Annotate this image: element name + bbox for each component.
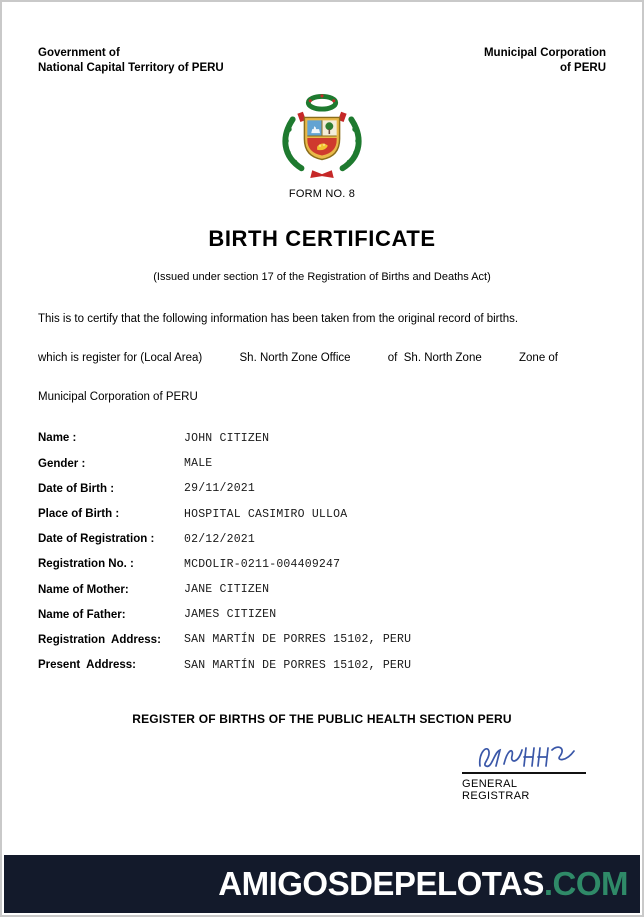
field-row-name bbox=[38, 426, 606, 451]
field-row-date-of-registration bbox=[38, 527, 606, 552]
certification-statement: This is to certify that the following information has been taken from the original record of births. bbox=[38, 312, 519, 325]
field-label: Present Address: bbox=[38, 659, 136, 672]
field-row-father-name bbox=[38, 602, 606, 627]
emblem-section bbox=[2, 92, 642, 200]
registrar-signature-icon bbox=[474, 740, 584, 774]
field-label: Registration No. : bbox=[38, 558, 134, 571]
field-label: Date of Registration : bbox=[38, 533, 155, 546]
field-row-registration-no bbox=[38, 552, 606, 577]
register-line-part3: of Sh. North Zone bbox=[387, 351, 482, 364]
signature-block bbox=[462, 740, 586, 802]
field-value: MALE bbox=[184, 457, 213, 471]
register-area-line bbox=[38, 352, 606, 364]
issuing-government-block bbox=[38, 46, 224, 76]
municipal-line-1: Municipal Corporation bbox=[483, 47, 606, 59]
fields-table bbox=[38, 426, 606, 678]
site-brand: AMIGOSDEPELOTAS bbox=[218, 865, 544, 902]
field-label: Registration Address: bbox=[38, 633, 161, 646]
form-number: FORM NO. 8 bbox=[288, 187, 356, 200]
field-row-registration-address bbox=[38, 627, 606, 652]
field-label: Place of Birth : bbox=[38, 508, 120, 521]
field-label: Name of Mother: bbox=[38, 583, 129, 596]
document-subtitle: (Issued under section 17 of the Registration of Births and Deaths Act) bbox=[153, 270, 491, 283]
field-value: JAMES CITIZEN bbox=[184, 608, 277, 622]
field-label: Name : bbox=[38, 432, 77, 445]
field-value: HOSPITAL CASIMIRO ULLOA bbox=[184, 507, 348, 521]
field-value: SAN MARTÍN DE PORRES 15102, PERU bbox=[184, 633, 412, 647]
field-value: JOHN CITIZEN bbox=[184, 431, 270, 445]
register-of-births-heading: REGISTER OF BIRTHS OF THE PUBLIC HEALTH SECTION PERU bbox=[132, 711, 512, 726]
register-line-part4: Zone of bbox=[519, 351, 558, 364]
field-row-place-of-birth bbox=[38, 501, 606, 526]
field-value: 29/11/2021 bbox=[184, 482, 256, 496]
field-value: MCDOLIR-0211-004409247 bbox=[184, 557, 341, 571]
peru-coat-of-arms-icon bbox=[274, 92, 370, 180]
site-brand-suffix: .COM bbox=[543, 865, 628, 902]
registrar-label: GENERAL REGISTRAR bbox=[462, 778, 530, 802]
field-label: Date of Birth : bbox=[38, 482, 115, 495]
field-row-present-address bbox=[38, 653, 606, 678]
municipal-line-2: of PERU bbox=[560, 61, 606, 74]
document-title: BIRTH CERTIFICATE bbox=[208, 225, 436, 251]
register-line-part2: Sh. North Zone Office bbox=[239, 351, 351, 364]
field-label: Name of Father: bbox=[38, 608, 126, 621]
register-area-line2: Municipal Corporation of PERU bbox=[38, 390, 198, 403]
field-value: SAN MARTÍN DE PORRES 15102, PERU bbox=[184, 658, 412, 672]
field-label: Gender : bbox=[38, 457, 86, 470]
field-row-gender bbox=[38, 451, 606, 476]
watermark-bar bbox=[4, 855, 640, 913]
field-row-date-of-birth bbox=[38, 476, 606, 501]
register-line-part1: which is register for (Local Area) bbox=[38, 351, 203, 364]
field-row-mother-name bbox=[38, 577, 606, 602]
document-header bbox=[2, 2, 642, 76]
municipal-corporation-block bbox=[484, 46, 606, 76]
field-value: 02/12/2021 bbox=[184, 532, 256, 546]
gov-line-1: Government of bbox=[38, 47, 120, 59]
gov-line-2: National Capital Territory of PERU bbox=[38, 61, 224, 74]
field-value: JANE CITIZEN bbox=[184, 583, 270, 597]
